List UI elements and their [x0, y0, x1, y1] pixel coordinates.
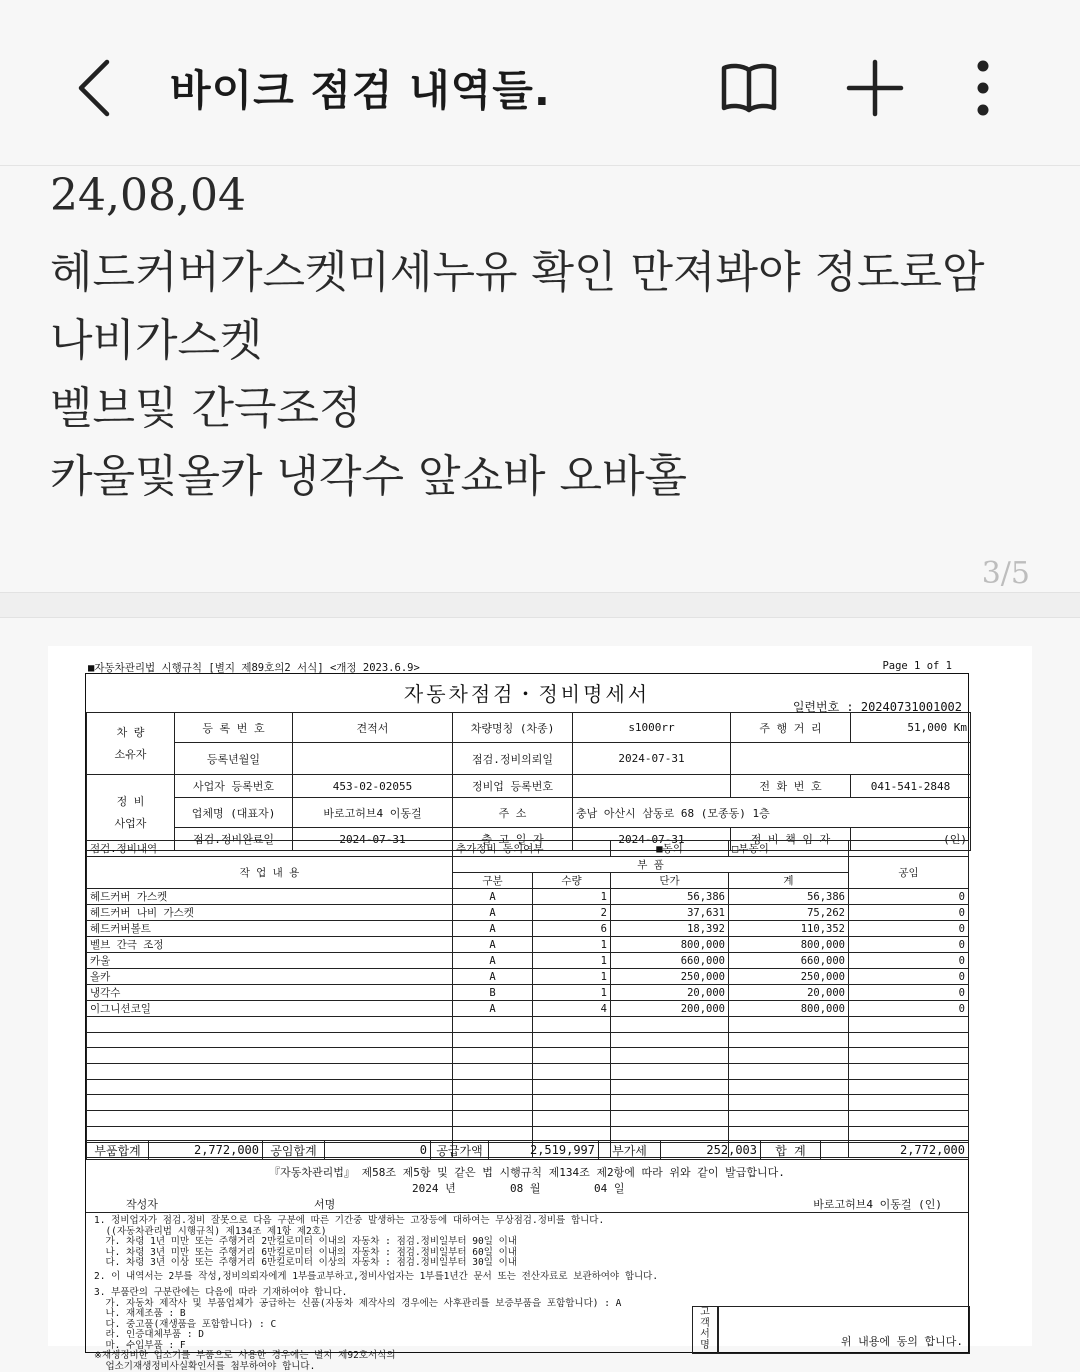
- issue-month: 08 월: [510, 1182, 541, 1195]
- consent-no: □부동의: [729, 841, 849, 857]
- parts-total-value: 2,772,000: [149, 1141, 263, 1160]
- labor-total-label: 공임합계: [263, 1141, 325, 1160]
- extra-consent-label: 추가정비 동의여부: [453, 841, 611, 857]
- empty-cell: [87, 1048, 453, 1064]
- empty-cell: [453, 1032, 533, 1048]
- item-type: A: [453, 969, 533, 985]
- empty-cell: [849, 841, 969, 857]
- item-unit: 250,000: [611, 969, 729, 985]
- item-type: A: [453, 905, 533, 921]
- invoice-title: 자동차점검・정비명세서: [403, 682, 651, 706]
- empty-cell: [611, 1032, 729, 1048]
- work-history-label: 점검.정비내역: [87, 841, 453, 857]
- request-date-value: 2024-07-31: [573, 743, 731, 775]
- reading-mode-button[interactable]: [714, 48, 784, 128]
- owner-label: 차 량 소유자: [87, 713, 175, 775]
- shop-no-value: [573, 775, 731, 798]
- item-unit: 37,631: [611, 905, 729, 921]
- book-icon: [720, 62, 778, 114]
- vehicle-info-table: [86, 712, 971, 851]
- empty-cell: [611, 1017, 729, 1033]
- company-value: 바로고허브4 이동걸: [293, 798, 453, 828]
- issue-year: 2024 년: [412, 1182, 456, 1195]
- empty-cell: [729, 1064, 849, 1080]
- reg-no-label: 등 록 번 호: [175, 713, 293, 743]
- item-labor: 0: [849, 921, 969, 937]
- writer-label: 작성자: [126, 1198, 158, 1211]
- item-qty: 1: [533, 953, 611, 969]
- empty-cell: [611, 1048, 729, 1064]
- item-sum: 20,000: [729, 985, 849, 1001]
- item-sum: 660,000: [729, 953, 849, 969]
- item-labor: 0: [849, 889, 969, 905]
- empty-cell: [533, 1064, 611, 1080]
- note-line: 카울및올카 냉각수 앞쇼바 오바홀: [50, 451, 688, 502]
- more-vertical-icon: [973, 60, 993, 116]
- empty-cell: [453, 1017, 533, 1033]
- grand-total-label: 합 계: [761, 1141, 821, 1160]
- table-row: [87, 937, 969, 953]
- form-reference: ■자동차관리법 시행규칙 [별지 제89호의2 서식] <개정 2023.6.9>: [88, 662, 420, 674]
- item-rows: [87, 889, 969, 1158]
- model-value: s1000rr: [573, 713, 731, 743]
- item-sum: 56,386: [729, 889, 849, 905]
- empty-cell: [611, 1095, 729, 1111]
- customer-consent: 위 내용에 동의 합니다.: [840, 1335, 963, 1348]
- item-labor: 0: [849, 985, 969, 1001]
- issue-day: 04 일: [594, 1182, 625, 1195]
- shop-no-label: 정비업 등록번호: [453, 775, 573, 798]
- divider: [0, 592, 1080, 618]
- table-row: [87, 905, 969, 921]
- item-name: 냉각수: [87, 985, 453, 1001]
- item-labor: 0: [849, 905, 969, 921]
- item-labor: 0: [849, 953, 969, 969]
- empty-cell: [453, 1111, 533, 1127]
- work-column-header: 작 업 내 용: [87, 857, 453, 889]
- empty-cell: [849, 1111, 969, 1127]
- empty-cell: [729, 1095, 849, 1111]
- empty-cell: [87, 1064, 453, 1080]
- note-line: 벨브및 간극조정: [50, 383, 362, 434]
- notice-warranty: 1. 정비업자가 점검.정비 잘못으로 다음 구분에 따른 기간중 발생하는 고장등에 대하여는 무상점검.정비를 합니다. ((자동차관리법 시행규칙) 제134조 제1항 제2호) 가. 차령 1년 미만 또는 주행거리 2만킬로미터 이내의 자동차 : 점검.정비일부터 90일 이내 나. 차령 3년 미만 또는 주행거리 6만킬로미터 이내의 자동차 : 점검.정비일부터 60일 이내 다. 차령 3년 이상 또는 주행거리 6만킬로미터 이상의 자동차 : 점검.정비일부터 30일 이내: [94, 1215, 605, 1268]
- table-row-empty: [87, 1095, 969, 1111]
- item-unit: 18,392: [611, 921, 729, 937]
- customer-sign-box: [718, 1306, 970, 1354]
- back-button[interactable]: [60, 48, 130, 128]
- unit-price-column-header: 단가: [611, 873, 729, 889]
- empty-cell: [87, 1079, 453, 1095]
- work-items-table: [86, 840, 969, 1158]
- empty-cell: [453, 1095, 533, 1111]
- table-row: [87, 953, 969, 969]
- item-name: 헤드커버볼트: [87, 921, 453, 937]
- item-sum: 250,000: [729, 969, 849, 985]
- empty-cell: [849, 1095, 969, 1111]
- totals-table: [86, 1140, 969, 1160]
- item-qty: 1: [533, 937, 611, 953]
- empty-cell: [729, 1017, 849, 1033]
- item-labor: 0: [849, 937, 969, 953]
- labor-column-header: 공임: [849, 857, 969, 889]
- item-unit: 20,000: [611, 985, 729, 1001]
- empty-cell: [611, 1079, 729, 1095]
- biz-no-value: 453-02-02055: [293, 775, 453, 798]
- item-name: 이그니션코일: [87, 1001, 453, 1017]
- item-sum: 800,000: [729, 937, 849, 953]
- business-label: 정 비 사업자: [87, 775, 175, 851]
- item-qty: 1: [533, 889, 611, 905]
- more-options-button[interactable]: [948, 48, 1018, 128]
- supply-label: 공급가액: [431, 1141, 489, 1160]
- empty-cell: [87, 1017, 453, 1033]
- reg-date-label: 등록년월일: [175, 743, 293, 775]
- empty-cell: [533, 1095, 611, 1111]
- table-row-empty: [87, 1048, 969, 1064]
- table-row-empty: [87, 1017, 969, 1033]
- manager-seal: (인): [851, 828, 971, 851]
- item-unit: 660,000: [611, 953, 729, 969]
- empty-cell: [729, 1048, 849, 1064]
- empty-cell: [611, 1064, 729, 1080]
- table-row: [87, 985, 969, 1001]
- divider: [86, 1212, 968, 1213]
- customer-sign-label: 고 객 서 명: [692, 1306, 718, 1354]
- item-type: A: [453, 921, 533, 937]
- labor-total-value: 0: [325, 1141, 431, 1160]
- empty-cell: [533, 1079, 611, 1095]
- company-label: 업체명 (대표자): [175, 798, 293, 828]
- supply-value: 2,519,997: [489, 1141, 599, 1160]
- empty-cell: [453, 1079, 533, 1095]
- empty-cell: [729, 1032, 849, 1048]
- item-unit: 200,000: [611, 1001, 729, 1017]
- empty-cell: [849, 1064, 969, 1080]
- reg-no-value: 견적서: [293, 713, 453, 743]
- done-date-value: 2024-07-31: [293, 828, 453, 851]
- empty-cell: [731, 743, 971, 775]
- empty-cell: [729, 1111, 849, 1127]
- item-labor: 0: [849, 969, 969, 985]
- item-type: A: [453, 953, 533, 969]
- empty-cell: [533, 1048, 611, 1064]
- invoice-serial: 일련번호 : 20240731001002: [792, 700, 962, 714]
- item-qty: 2: [533, 905, 611, 921]
- add-button[interactable]: [840, 48, 910, 128]
- item-name: 헤드커버 나비 가스켓: [87, 905, 453, 921]
- note-line: 헤드커버가스켓미세누유 확인 만져봐야 정도로암: [50, 247, 985, 298]
- item-qty: 1: [533, 985, 611, 1001]
- table-row: [87, 1001, 969, 1017]
- sum-column-header: 계: [729, 873, 849, 889]
- item-sum: 110,352: [729, 921, 849, 937]
- item-sum: 800,000: [729, 1001, 849, 1017]
- note-body[interactable]: [0, 166, 1080, 590]
- item-name: 벨브 간극 조정: [87, 937, 453, 953]
- done-date-label: 점검.정비완료일: [175, 828, 293, 851]
- item-unit: 56,386: [611, 889, 729, 905]
- empty-cell: [533, 1111, 611, 1127]
- empty-cell: [849, 1079, 969, 1095]
- item-qty: 6: [533, 921, 611, 937]
- empty-cell: [611, 1111, 729, 1127]
- vat-value: 252,003: [661, 1141, 761, 1160]
- empty-cell: [849, 1048, 969, 1064]
- mileage-value: 51,000 Km: [851, 713, 971, 743]
- item-name: 올카: [87, 969, 453, 985]
- empty-cell: [453, 1048, 533, 1064]
- table-row: [87, 921, 969, 937]
- issuer-name: 바로고허브4 이동걸 (인): [813, 1198, 942, 1211]
- legal-statement: 『자동차관리법』 제58조 제5항 및 같은 법 시행규칙 제134조 제2항에 따라 위와 같이 발급합니다.: [269, 1166, 785, 1179]
- model-label: 차량명칭 (차종): [453, 713, 573, 743]
- request-date-label: 점검.정비의뢰일: [453, 743, 573, 775]
- empty-cell: [87, 1032, 453, 1048]
- address-value: 충남 아산시 삼동로 68 (모종동) 1층: [573, 798, 971, 828]
- table-row-empty: [87, 1064, 969, 1080]
- page-title: 바이크 점검 내역들.: [170, 66, 551, 115]
- phone-label: 전 화 번 호: [731, 775, 851, 798]
- item-name: 카울: [87, 953, 453, 969]
- item-type: A: [453, 937, 533, 953]
- table-row: [87, 889, 969, 905]
- parts-column-header: 부 품: [453, 857, 849, 873]
- form-page-number: Page 1 of 1: [882, 660, 952, 672]
- note-line-date: 24,08,04: [50, 170, 246, 221]
- item-type: A: [453, 1001, 533, 1017]
- mileage-label: 주 행 거 리: [731, 713, 851, 743]
- empty-cell: [87, 1095, 453, 1111]
- plus-icon: [847, 60, 903, 116]
- grand-total-value: 2,772,000: [821, 1141, 969, 1160]
- chevron-left-icon: [75, 58, 115, 118]
- biz-no-label: 사업자 등록번호: [175, 775, 293, 798]
- sign-label: 서명: [314, 1198, 336, 1211]
- empty-cell: [729, 1079, 849, 1095]
- page-indicator: 3/5: [981, 556, 1030, 591]
- item-qty: 4: [533, 1001, 611, 1017]
- item-type: A: [453, 889, 533, 905]
- consent-yes: ■동의: [611, 841, 729, 857]
- empty-cell: [849, 1032, 969, 1048]
- type-column-header: 구분: [453, 873, 533, 889]
- attached-invoice-image[interactable]: [48, 646, 1032, 1372]
- note-line: 나비가스켓: [50, 315, 263, 366]
- parts-total-label: 부품합계: [87, 1141, 149, 1160]
- address-label: 주 소: [453, 798, 573, 828]
- item-type: B: [453, 985, 533, 1001]
- manager-label: 정 비 책 임 자: [731, 828, 851, 851]
- app-bar: [0, 0, 1080, 166]
- vat-label: 부가세: [599, 1141, 661, 1160]
- release-label: 출 고 일 자: [453, 828, 573, 851]
- release-date-value: 2024-07-31: [573, 828, 731, 851]
- invoice-frame: [85, 673, 969, 1372]
- empty-cell: [453, 1064, 533, 1080]
- table-row-empty: [87, 1111, 969, 1127]
- item-name: 헤드커버 가스켓: [87, 889, 453, 905]
- item-qty: 1: [533, 969, 611, 985]
- item-unit: 800,000: [611, 937, 729, 953]
- empty-cell: [533, 1017, 611, 1033]
- notice-part-types: 3. 부품란의 구분란에는 다음에 따라 기재하여야 합니다. 가. 자동차 제작사 및 부품업체가 공급하는 신품(자동차 제작사의 경우에는 사후관리를 보증부품을 포함합니다) : A 나. 재제조품 : B 다. 중고품(재생품을 포함합니다) : C 라. 인증대체부품 : D 마. 수입부품 : F ※재생정비한 업소기를 부품으로 사용한 경우에는 별지 제92호서식의 업소기재생정비사실확인서를 첨부하여야 합니다.: [94, 1287, 622, 1372]
- phone-value: 041-541-2848: [851, 775, 971, 798]
- table-row: [87, 969, 969, 985]
- empty-cell: [87, 1111, 453, 1127]
- table-row-empty: [87, 1032, 969, 1048]
- reg-date-value: [293, 743, 453, 775]
- item-labor: 0: [849, 1001, 969, 1017]
- empty-cell: [849, 1017, 969, 1033]
- notice-retention: 2. 이 내역서는 2부를 작성,정비의뢰자에게 1부를교부하고,정비사업자는 1부를1년간 문서 또는 전산자료로 보관하여야 합니다.: [94, 1271, 659, 1282]
- empty-cell: [533, 1032, 611, 1048]
- qty-column-header: 수량: [533, 873, 611, 889]
- item-sum: 75,262: [729, 905, 849, 921]
- table-row-empty: [87, 1079, 969, 1095]
